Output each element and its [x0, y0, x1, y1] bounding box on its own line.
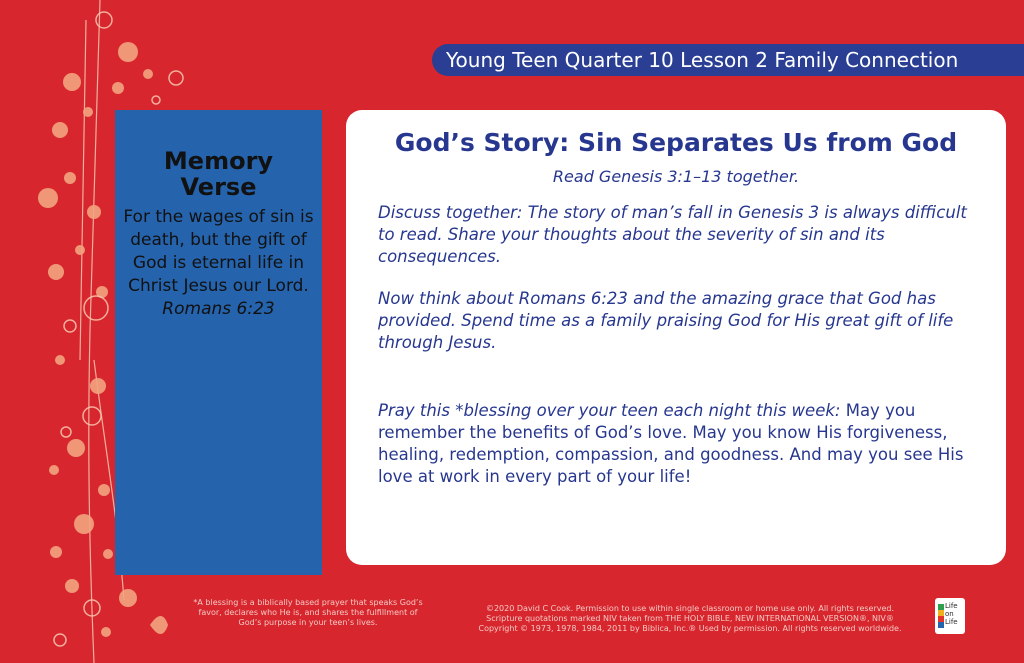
- read-instruction: Read Genesis 3:1–13 together.: [552, 167, 800, 186]
- copyright-line: Copyright © 1973, 1978, 1984, 2011 by Biblica, Inc.® Used by permission. All rights reserved worldwide.: [478, 624, 902, 633]
- memory-verse-reference: Romans 6:23: [162, 299, 275, 319]
- logo-stripes-icon: [938, 604, 944, 628]
- memory-verse-heading: [115, 148, 322, 200]
- lesson-header-title: Young Teen Quarter 10 Lesson 2 Family Connection: [446, 48, 959, 72]
- logo-word: Life: [945, 602, 958, 610]
- memory-verse-heading-line2: Verse: [180, 173, 257, 201]
- romans-paragraph: Now think about Romans 6:23 and the amazing grace that God has provided. Spend time as a family praising God for His great gift of life through Jesus.: [378, 289, 954, 352]
- copyright-line: Scripture quotations marked NIV taken from THE HOLY BIBLE, NEW INTERNATIONAL VERSION®, NIV®: [486, 614, 894, 623]
- copyright-line: ©2020 David C Cook. Permission to use within single classroom or home use only. All rights reserved.: [485, 604, 895, 613]
- blessing-prayer-lead: Pray this *blessing over your teen each night this week:: [378, 401, 841, 420]
- blessing-prayer-text: May you remember the benefits of God’s love. May you know His forgiveness, healing, redemption, compassion, and goodness. And may you see His love at work in every part of your life!: [378, 401, 964, 486]
- memory-verse-body: [115, 206, 322, 321]
- logo-word: Life: [945, 618, 958, 626]
- story-title: God’s Story: Sin Separates Us from God: [394, 128, 958, 157]
- blessing-footnote: *A blessing is a biblically based prayer that speaks God’s favor, declares who He is, and shares the fulfillment of God’s purpose in your teen’s lives.: [193, 598, 423, 627]
- story-card: [346, 110, 1006, 565]
- memory-verse-heading-line1: Memory: [163, 147, 274, 175]
- logo-word: on: [945, 610, 954, 618]
- blessing-prayer: [378, 400, 974, 488]
- lesson-header: [432, 44, 1024, 76]
- logo-wordmark: [945, 602, 958, 626]
- life-on-life-logo: [935, 598, 965, 634]
- memory-verse-card: [115, 110, 322, 575]
- memory-verse-text: For the wages of sin is death, but the gift of God is eternal life in Christ Jesus our Lord.: [123, 207, 314, 296]
- copyright-notice: [452, 604, 928, 634]
- discussion-paragraph: Discuss together: The story of man’s fall in Genesis 3 is always difficult to read. Share your thoughts about the severity of sin and its consequences.: [378, 203, 967, 266]
